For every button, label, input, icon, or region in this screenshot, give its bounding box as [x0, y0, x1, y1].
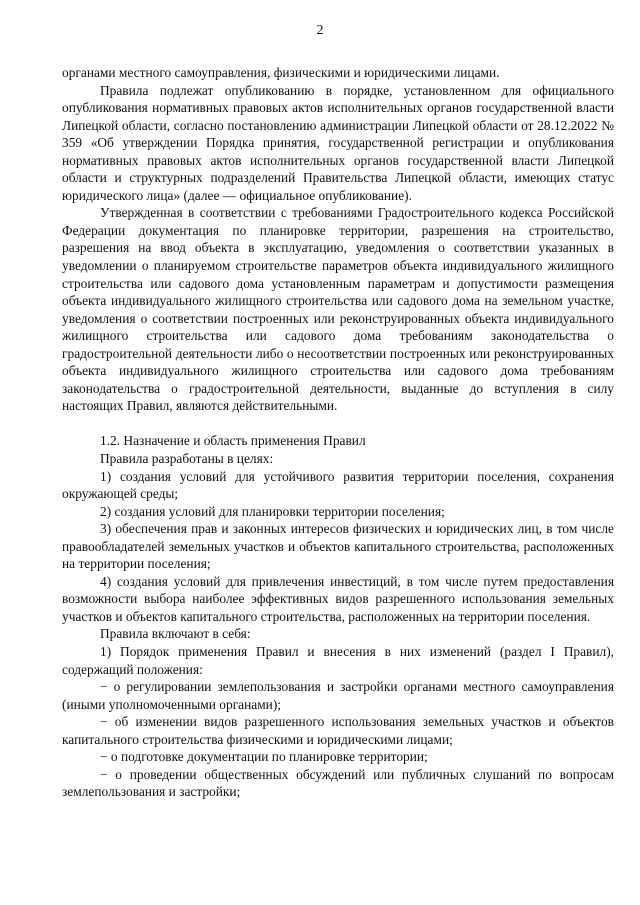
- paragraph: Правила включают в себя:: [100, 626, 251, 642]
- list-item: 2) создания условий для планировки территории поселения;: [100, 503, 445, 519]
- list-item: 3) обеспечения прав и законных интересов физических и юридических лиц, в том числе правообладателей земельных участков и объектов капитального строительства, расположенных на территории поселения;: [62, 521, 614, 572]
- page-number: 2: [316, 23, 324, 38]
- list-item: 4) создания условий для привлечения инвестиций, в том числе путем предоставления возможности выбора наиболее эффективных видов разрешенного использования земельных участков и объектов капитального строительства, расположенных на территории поселения.: [62, 573, 614, 624]
- document-body: [62, 64, 614, 801]
- section-heading: 1.2. Назначение и область применения Правил: [100, 433, 366, 449]
- dash-item: − о подготовке документации по планировке территории;: [100, 749, 428, 765]
- paragraph-gap: [62, 415, 614, 433]
- dash-item: − о регулировании землепользования и застройки органами местного самоуправления (иными уполномоченными органами);: [62, 679, 614, 712]
- list-item: 1) Порядок применения Правил и внесения в них изменений (раздел I Правил), содержащий положения:: [62, 644, 614, 677]
- dash-item: − об изменении видов разрешенного использования земельных участков и объектов капитального строительства физическими и юридическими лицами;: [62, 714, 614, 747]
- dash-item: − о проведении общественных обсуждений или публичных слушаний по вопросам землепользования и застройки;: [62, 766, 614, 800]
- paragraph: Правила подлежат опубликованию в порядке, установленном для официального опубликования нормативных правовых актов исполнительных органов государственной власти Липецкой области, согласно постановлению администрации Липецкой области от 28.12.2022 № 359 «Об утверждении Порядка принятия, государственной регистрации и опубликования нормативных правовых актов исполнительных органов государственной власти Липецкой области и структурных подразделений Правительства Липецкой области, имеющих статус юридического лица» (далее — официальное опубликование).: [62, 82, 614, 203]
- paragraph: органами местного самоуправления, физическими и юридическими лицами.: [62, 65, 500, 80]
- paragraph: Утвержденная в соответствии с требованиями Градостроительного кодекса Российской Федерации документация по планировке территории, разрешения на строительство, разрешения на ввод объекта в эксплуатацию, уведомления о соответствии указанных в уведомлении о планируемом строительстве параметров объекта индивидуального жилищного строительства или садового дома установленным параметрам и допустимости размещения объекта индивидуального жилищного строительства или садового дома на земельном участке, уведомления о соответствии построенных или реконструированных объекта индивидуального жилищного строительства или садового дома требованиям законодательства о градостроительной деятельности либо о несоответствии построенных или реконструированных объекта индивидуального жилищного строительства или садового дома требованиям законодательства о градостроительной деятельности, выданные до вступления в силу настоящих Правил, являются действительными.: [62, 205, 614, 414]
- list-item: 1) создания условий для устойчивого развития территории поселения, сохранения окружающей среды;: [62, 468, 614, 502]
- paragraph: Правила разработаны в целях:: [100, 450, 274, 466]
